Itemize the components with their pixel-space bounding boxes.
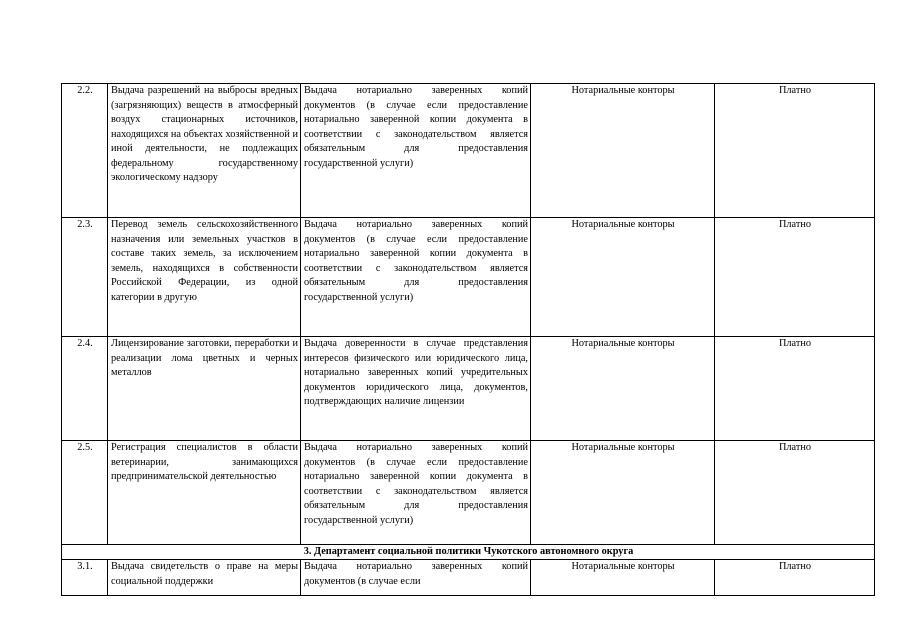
- organization: Нотариальные конторы: [531, 84, 715, 218]
- service-name: Лицензирование заготовки, переработки и реализации лома цветных и черных металлов: [108, 337, 301, 441]
- section-header-row: [62, 545, 875, 560]
- row-number: 3.1.: [62, 560, 108, 596]
- payment-terms: Платно: [715, 441, 875, 545]
- service-name: Выдача разрешений на выбросы вредных (загрязняющих) веществ в атмосферный воздух стационарных источников, находящихся на объектах хозяйственной и иной деятельности, не подлежащих федеральному государственному экологическому надзору: [108, 84, 301, 218]
- service-name: Регистрация специалистов в области ветеринарии, занимающихся предпринимательской деятельностью: [108, 441, 301, 545]
- organization: Нотариальные конторы: [531, 441, 715, 545]
- required-documents: Выдача нотариально заверенных копий документов (в случае если: [301, 560, 531, 596]
- table-row: [62, 441, 875, 545]
- payment-terms: Платно: [715, 218, 875, 337]
- required-documents: Выдача нотариально заверенных копий документов (в случае если предоставление нотариально заверенной копии документа в соответствии с законодательством является обязательным для предоставления государственной услуги): [301, 84, 531, 218]
- service-name: Перевод земель сельскохозяйственного назначения или земельных участков в составе таких земель, за исключением земель, находящихся в собственности Российской Федерации, из одной категории в другую: [108, 218, 301, 337]
- table-row: [62, 218, 875, 337]
- required-documents: Выдача нотариально заверенных копий документов (в случае если предоставление нотариально заверенной копии документа в соответствии с законодательством является обязательным для предоставления государственной услуги): [301, 218, 531, 337]
- organization: Нотариальные конторы: [531, 337, 715, 441]
- row-number: 2.5.: [62, 441, 108, 545]
- required-documents: Выдача доверенности в случае представления интересов физического или юридического лица, нотариально заверенных копий учредительных документов юридического лица, документов, подтверждающих наличие лицензии: [301, 337, 531, 441]
- payment-terms: Платно: [715, 560, 875, 596]
- section-title: 3. Департамент социальной политики Чукотского автономного округа: [62, 545, 875, 560]
- row-number: 2.3.: [62, 218, 108, 337]
- table-row: [62, 560, 875, 596]
- payment-terms: Платно: [715, 337, 875, 441]
- row-number: 2.4.: [62, 337, 108, 441]
- table-row: [62, 337, 875, 441]
- required-documents: Выдача нотариально заверенных копий документов (в случае если предоставление нотариально заверенной копии документа в соответствии с законодательством является обязательным для предоставления государственной услуги): [301, 441, 531, 545]
- service-name: Выдача свидетельств о праве на меры социальной поддержки: [108, 560, 301, 596]
- table-row: [62, 84, 875, 218]
- payment-terms: Платно: [715, 84, 875, 218]
- row-number: 2.2.: [62, 84, 108, 218]
- organization: Нотариальные конторы: [531, 560, 715, 596]
- services-table: [61, 83, 875, 596]
- organization: Нотариальные конторы: [531, 218, 715, 337]
